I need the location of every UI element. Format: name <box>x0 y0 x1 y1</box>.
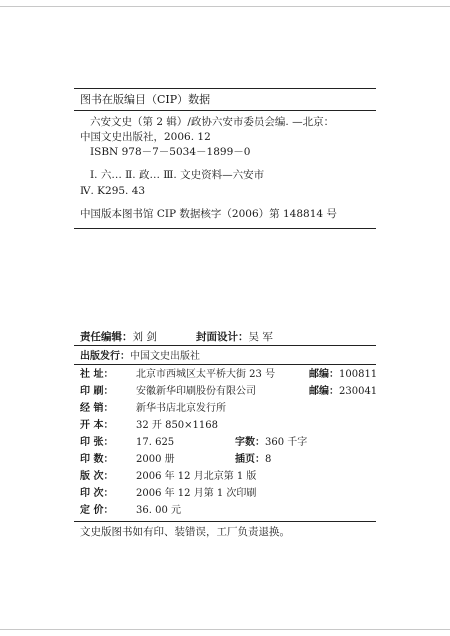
dist-value: 新华书店北京发行所 <box>136 403 226 414</box>
cip-classification: Ⅳ. K295. 43 <box>80 185 146 197</box>
format-value: 32 开 850×1168 <box>136 420 218 431</box>
editor-label: 责任编辑： <box>80 331 133 343</box>
words-item <box>235 436 307 449</box>
cip-subjects: Ⅰ. 六… Ⅱ. 政… Ⅲ. 文史资料—六安市 <box>90 169 265 181</box>
cip-heading: 图书在版编目（CIP）数据 <box>80 93 211 106</box>
editors-rule <box>74 345 376 346</box>
cover-value: 吴 军 <box>248 331 273 343</box>
details-bottom-rule <box>74 521 376 522</box>
sheets-row <box>80 436 174 449</box>
printer-postcode <box>309 385 377 398</box>
publisher-rule <box>74 364 376 365</box>
plates-value: 8 <box>265 454 272 465</box>
address-post-value: 100811 <box>339 369 378 380</box>
replacement-notice: 文史版图书如有印、装错误，工厂负责退换。 <box>80 526 290 538</box>
format-label: 开 本： <box>80 420 114 431</box>
editor-value: 刘 剑 <box>132 331 157 343</box>
words-value: 360 千字 <box>265 437 308 448</box>
publisher-row <box>80 350 200 363</box>
plates-item <box>235 453 271 466</box>
top-border <box>0 0 450 7</box>
price-label: 定 价： <box>80 505 114 516</box>
cip-heading-rule <box>74 110 376 111</box>
plates-label: 插页： <box>235 454 265 465</box>
editor-credit <box>80 331 157 344</box>
dist-label: 经 销： <box>80 403 114 414</box>
copies-label: 印 数： <box>80 454 114 465</box>
publisher-value: 中国文史出版社 <box>130 351 200 362</box>
copies-row <box>80 453 175 466</box>
copies-value: 2000 册 <box>136 454 175 465</box>
cip-line-2: 中国文史出版社，2006. 12 <box>80 131 211 143</box>
printer-label: 印 刷： <box>80 386 114 397</box>
bottom-border <box>0 629 450 636</box>
cover-credit <box>196 331 273 344</box>
cip-top-rule <box>74 88 376 89</box>
printing-row <box>80 487 256 500</box>
price-value: 36. 00 元 <box>136 505 181 516</box>
edition-label: 版 次： <box>80 471 114 482</box>
cip-line-1: 六安文史（第 2 辑）/政协六安市委员会编. —北京： <box>90 116 335 128</box>
printer-post-value: 230041 <box>339 386 378 397</box>
publisher-label: 出版发行： <box>80 351 130 362</box>
words-label: 字数： <box>235 437 265 448</box>
address-row <box>80 368 275 381</box>
sheets-value: 17. 625 <box>136 437 175 448</box>
edition-value: 2006 年 12 月北京第 1 版 <box>136 471 257 482</box>
price-row <box>80 504 181 517</box>
cip-record: 中国版本图书馆 CIP 数据核字（2006）第 148814 号 <box>80 208 337 220</box>
printing-label: 印 次： <box>80 488 114 499</box>
address-label: 社 址： <box>80 369 114 380</box>
distributor-row <box>80 402 226 415</box>
cip-bottom-rule <box>74 228 376 229</box>
printing-value: 2006 年 12 月第 1 次印刷 <box>136 488 257 499</box>
edition-row <box>80 470 256 483</box>
cover-label: 封面设计： <box>196 331 249 343</box>
printer-post-label: 邮编： <box>309 386 339 397</box>
address-value: 北京市西城区太平桥大街 23 号 <box>136 369 276 380</box>
address-post-label: 邮编： <box>309 369 339 380</box>
address-postcode <box>309 368 377 381</box>
cip-isbn: ISBN 978－7－5034－1899－0 <box>90 146 251 158</box>
format-row <box>80 419 218 432</box>
printer-value: 安徽新华印刷股份有限公司 <box>136 386 256 397</box>
sheets-label: 印 张： <box>80 437 114 448</box>
printer-row <box>80 385 256 398</box>
